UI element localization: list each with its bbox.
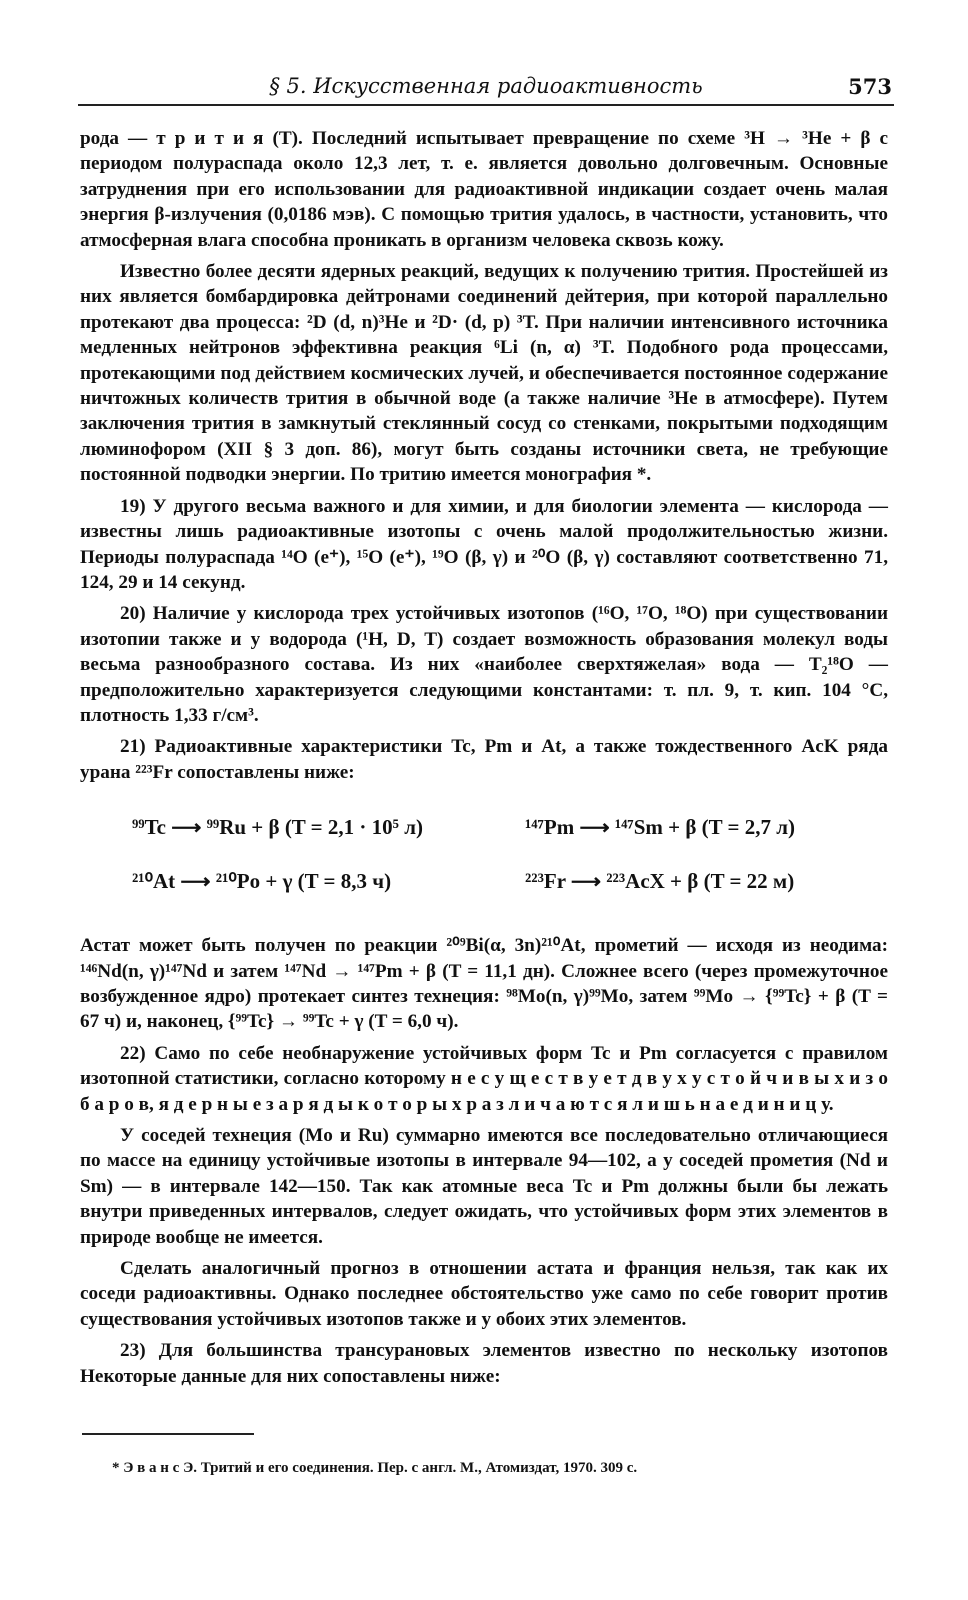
formula-fr: ²²³Fr ⟶ ²²³AcX + β (T = 22 м)	[525, 869, 795, 894]
formula-tc: ⁹⁹Tc ⟶ ⁹⁹Ru + β (T = 2,1 · 10⁵ л)	[132, 815, 423, 840]
paragraph: У соседей технеция (Mo и Ru) суммарно имеются все последовательно отличающиеся по массе на единицу устойчивые изотопы в интервале 94—102, а у соседей прометия (Nd и Sm) — в интервале 142—150. Так как атомные веса Tc и Pm должны были бы лежать внутри приведенных интервалов, следует ожидать, что устойчивых форм этих элементов в природе вообще не имеется.	[80, 1125, 888, 1248]
footnote-rule	[82, 1433, 254, 1435]
formula-at: ²¹⁰At ⟶ ²¹⁰Po + γ (T = 8,3 ч)	[132, 869, 392, 894]
paragraph: Астат может быть получен по реакции ²⁰⁹Bi(α, 3n)²¹⁰At, прометий — исходя из неодима: ¹⁴⁶Nd(n, γ)¹⁴⁷Nd и затем ¹⁴⁷Nd → ¹⁴⁷Pm + β (T = 11,1 дн). Сложнее всего (через промежуточное возбужденное ядро) протекает синтез технеция: ⁹⁸Mo(n, γ)⁹⁹Mo, затем ⁹⁹Mo → {⁹⁹Tc} + β (T = 67 ч) и, наконец, {⁹⁹Tc} → ⁹⁹Tc + γ (T = 6,0 ч).	[80, 935, 888, 1033]
paragraph: 20) Наличие у кислорода трех устойчивых изотопов (¹⁶O, ¹⁷O, ¹⁸O) при существовании изотопии также и у водорода (¹H, D, T) создает возможность образования молекул воды весьма разнообразного состава. Из них «наиболее сверхтяжелая» вода — T₂¹⁸O — предположительно характеризуется следующими константами: т. пл. 9, т. кип. 104 °С, плотность 1,33 г/см³.	[80, 603, 888, 726]
paragraph: 21) Радиоактивные характеристики Tc, Pm и At, а также тождественного AcK ряда урана ²²³Fr сопоставлены ниже:	[80, 736, 888, 783]
formula-pm: ¹⁴⁷Pm ⟶ ¹⁴⁷Sm + β (T = 2,7 л)	[525, 815, 796, 840]
main-text	[80, 126, 888, 1395]
paragraph: 23) Для большинства трансурановых элементов известно по нескольку изотопов Некоторые данные для них сопоставлены ниже:	[80, 1340, 888, 1387]
header-rule	[78, 104, 894, 106]
footnote: * Э в а н с Э. Тритий и его соединения. Пер. с англ. М., Атомиздат, 1970. 309 с.	[112, 1460, 638, 1476]
paragraph: рода — т р и т и я (Т). Последний испытывает превращение по схеме ³H → ³He + β с периодом полураспада около 12,3 лет, т. е. является довольно долговечным. Основные затруднения при его использовании для радиоактивной индикации создает очень малая энергия β-излучения (0,0186 мэв). С помощью трития удалось, в частности, установить, что атмосферная влага способна проникать в организм человека сквозь кожу.	[80, 128, 888, 251]
section-title: § 5. Искусственная радиоактивность	[269, 74, 703, 98]
decay-formulas	[80, 803, 888, 921]
paragraph: Известно более десяти ядерных реакций, ведущих к получению трития. Простейшей из них является бомбардировка дейтронами соединений дейтерия, при которой параллельно протекают два процесса: ²D (d, n)³He и ²D· (d, p) ³T. При наличии интенсивного источника медленных нейтронов эффективна реакция ⁶Li (n, α) ³T. Подобного рода процессами, протекающими под действием космических лучей, и обеспечивается постоянное содержание ничтожных количеств трития в обычной воде (а также наличие ³He в атмосфере). Путем заключения трития в замкнутый стеклянный сосуд со стенками, покрытыми подходящим люминофором (XII § 3 доп. 86), могут быть созданы источники света, не требующие постоянной подводки энергии. По тритию имеется монография *.	[80, 261, 888, 486]
page-number: 573	[848, 74, 892, 99]
paragraph: 19) У другого весьма важного и для химии, и для биологии элемента — кислорода — известны лишь радиоактивные изотопы с очень малой продолжительностью жизни. Периоды полураспада ¹⁴O (e⁺), ¹⁵O (e⁺), ¹⁹O (β, γ) и ²⁰O (β, γ) составляют соответственно 71, 124, 29 и 14 секунд.	[80, 495, 888, 593]
running-header	[80, 74, 892, 104]
paragraph: 22) Само по себе необнаружение устойчивых форм Tc и Pm согласуется с правилом изотопной статистики, согласно которому н е с у щ е с т в у е т д в у х у с т о й ч и в ы х и з о б а р о в, я д е р н ы е з а р я д ы к о т о р ы х р а з л и ч а ю т с я л и ш ь н а е д и н и ц у.	[80, 1042, 888, 1115]
paragraph: Сделать аналогичный прогноз в отношении астата и франция нельзя, так как их соседи радиоактивны. Однако последнее обстоятельство уже само по себе говорит против существования устойчивых изотопов также и у обоих этих элементов.	[80, 1258, 888, 1330]
